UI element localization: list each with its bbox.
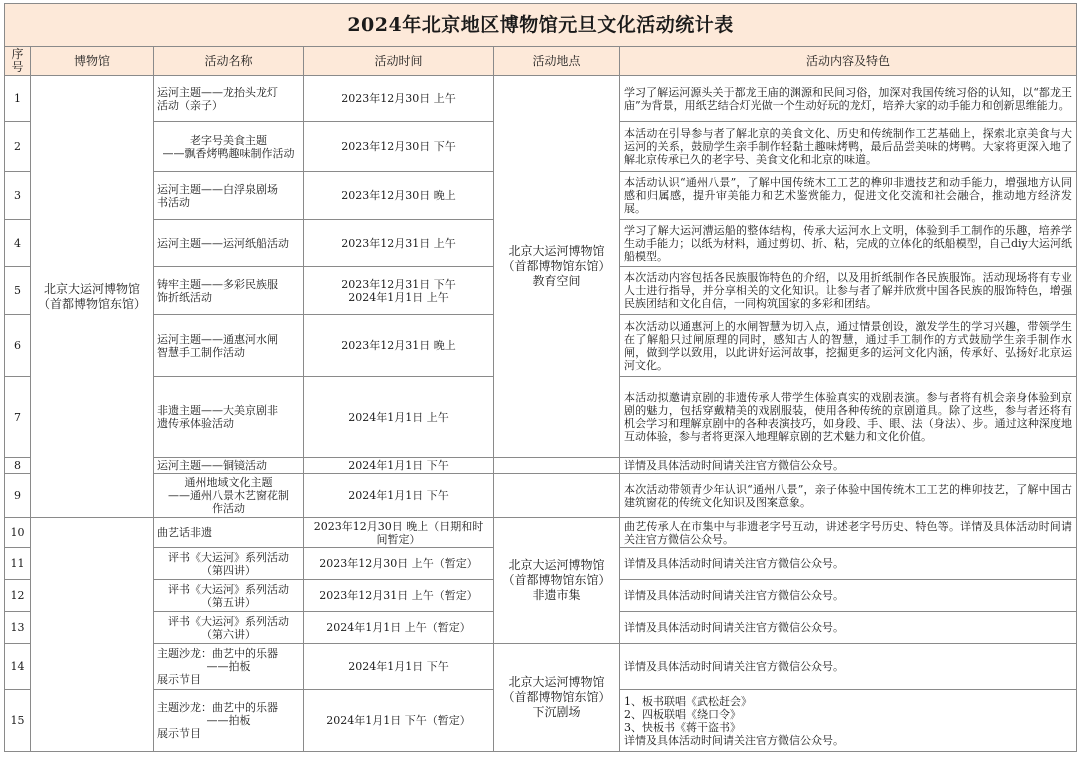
activity-content: 详情及具体活动时间请关注官方微信公众号。 xyxy=(620,458,1077,474)
activity-name: 评书《大运河》系列活动 （第四讲） xyxy=(154,548,304,580)
activity-time: 2023年12月31日 下午 2024年1月1日 上午 xyxy=(304,267,494,315)
activity-name: 运河主题——通惠河水闸 智慧手工制作活动 xyxy=(154,315,304,377)
activity-content: 本活动在引导参与者了解北京的美食文化、历史和传统制作工艺基础上，探索北京美食与大运河的关系，鼓励学生亲手制作轻黏土趣味烤鸭，最后品尝美味的烤鸭。大家将更深入地了解北京传承已久的老字号、美食文化和北京的味道。 xyxy=(620,122,1077,172)
venue-market: 北京大运河博物馆 （首都博物馆东馆） 非遗市集 xyxy=(494,518,620,644)
activity-name: 通州地域文化主题 ——通州八景木艺窗花制 作活动 xyxy=(154,474,304,518)
seq-cell: 9 xyxy=(5,474,31,518)
activity-name: 铸牢主题——多彩民族服 饰折纸活动 xyxy=(154,267,304,315)
seq-cell: 14 xyxy=(5,644,31,690)
activity-name: 老字号美食主题 ——飘香烤鸭趣味制作活动 xyxy=(154,122,304,172)
seq-cell: 13 xyxy=(5,612,31,644)
activity-content: 本次活动以通惠河上的水闸智慧为切入点，通过情景创设，激发学生的学习兴趣，带领学生在了解船只过闸原理的同时，感知古人的智慧，通过手工制作的方式鼓励学生亲手制作水闸，做到学以致用，以此讲好运河故事，挖掘更多的运河文化内涵，传承好、弘扬好北京运河文化。 xyxy=(620,315,1077,377)
activity-time: 2023年12月30日 下午 xyxy=(304,122,494,172)
seq-cell: 7 xyxy=(5,377,31,458)
seq-cell: 6 xyxy=(5,315,31,377)
activity-name: 运河主题——龙抬头龙灯 活动（亲子） xyxy=(154,76,304,122)
activity-time: 2024年1月1日 上午 xyxy=(304,377,494,458)
activity-name: 评书《大运河》系列活动 （第五讲） xyxy=(154,580,304,612)
activity-time: 2023年12月30日 晚上（日期和时 间暂定） xyxy=(304,518,494,548)
activity-time: 2023年12月31日 上午 xyxy=(304,220,494,267)
seq-cell: 2 xyxy=(5,122,31,172)
activity-content: 本活动拟邀请京剧的非遗传承人带学生体验真实的戏剧表演。参与者将有机会亲身体验到京剧的魅力，包括穿戴精美的戏剧服装，使用各种传统的京剧道具。除了这些，参与者还将有机会学习和理解京剧中的各种表演技巧，如身段、手、眼、法（身法）、步。通过这种深度地互动体验，参与者将更深入地理解京剧的艺术魅力和文化价值。 xyxy=(620,377,1077,458)
activity-content: 详情及具体活动时间请关注官方微信公众号。 xyxy=(620,612,1077,644)
activity-time: 2023年12月30日 上午 xyxy=(304,76,494,122)
activity-name: 主题沙龙：曲艺中的乐器 ——拍板 展示节目 xyxy=(154,690,304,752)
activity-content: 学习了解大运河漕运船的整体结构，传承大运河水上文明，体验到手工制作的乐趣，培养学生动手能力；以纸为材料，通过剪切、折、粘，完成的立体化的纸船模型，自己diy大运河纸船模型。 xyxy=(620,220,1077,267)
museum-cell-empty xyxy=(31,518,154,752)
museum-cell: 北京大运河博物馆 （首都博物馆东馆） xyxy=(31,76,154,518)
activity-name: 运河主题——运河纸船活动 xyxy=(154,220,304,267)
seq-cell: 3 xyxy=(5,172,31,220)
seq-cell: 12 xyxy=(5,580,31,612)
activity-table xyxy=(4,3,1077,752)
activity-time: 2024年1月1日 下午 xyxy=(304,458,494,474)
activity-content: 本次活动带领青少年认识“通州八景”，亲子体验中国传统木工工艺的榫卯技艺，了解中国古建筑窗花的传统文化知识及图案意象。 xyxy=(620,474,1077,518)
activity-time: 2023年12月30日 晚上 xyxy=(304,172,494,220)
activity-content: 本次活动内容包括各民族服饰特色的介绍，以及用折纸制作各民族服饰。活动现场将有专业人士进行指导，并分享相关的文化知识。让参与者了解并欣赏中国各民族的服饰特色，增强民族团结和文化自信，一同构筑国家的多彩和团结。 xyxy=(620,267,1077,315)
activity-time: 2024年1月1日 下午 xyxy=(304,474,494,518)
activity-name: 运河主题——白浮泉剧场 书活动 xyxy=(154,172,304,220)
table-row xyxy=(5,518,1077,548)
activity-time: 2023年12月31日 上午（暂定） xyxy=(304,580,494,612)
header-museum: 博物馆 xyxy=(31,47,154,76)
activity-content: 详情及具体活动时间请关注官方微信公众号。 xyxy=(620,644,1077,690)
activity-name: 主题沙龙：曲艺中的乐器 ——拍板 展示节目 xyxy=(154,644,304,690)
activity-name: 评书《大运河》系列活动 （第六讲） xyxy=(154,612,304,644)
table-row xyxy=(5,474,1077,518)
table-row xyxy=(5,644,1077,690)
seq-cell: 10 xyxy=(5,518,31,548)
header-place: 活动地点 xyxy=(494,47,620,76)
header-time: 活动时间 xyxy=(304,47,494,76)
venue-empty xyxy=(494,474,620,518)
header-content: 活动内容及特色 xyxy=(620,47,1077,76)
table-row xyxy=(5,458,1077,474)
page-title: 2024年北京地区博物馆元旦文化活动统计表 xyxy=(5,4,1077,47)
seq-cell: 15 xyxy=(5,690,31,752)
activity-time: 2023年12月31日 晚上 xyxy=(304,315,494,377)
activity-name: 运河主题——铜镜活动 xyxy=(154,458,304,474)
activity-time: 2024年1月1日 下午（暂定） xyxy=(304,690,494,752)
seq-cell: 11 xyxy=(5,548,31,580)
activity-content: 本活动认识“通州八景”，了解中国传统木工工艺的榫卯非遗技艺和动手能力，增强地方认同感和归属感，提升审美能力和艺术鉴赏能力，促进文化交流和社会融合，推动地方经济发展。 xyxy=(620,172,1077,220)
activity-name: 曲艺话非遗 xyxy=(154,518,304,548)
header-seq: 序号 xyxy=(5,47,31,76)
activity-name: 非遗主题——大美京剧非 遗传承体验活动 xyxy=(154,377,304,458)
seq-cell: 1 xyxy=(5,76,31,122)
venue-theater: 北京大运河博物馆 （首都博物馆东馆） 下沉剧场 xyxy=(494,644,620,752)
activity-content: 1、板书联唱《武松赶会》 2、四板联唱《绕口令》 3、快板书《蒋干盗书》 详情及具体活动时间请关注官方微信公众号。 xyxy=(620,690,1077,752)
activity-content: 详情及具体活动时间请关注官方微信公众号。 xyxy=(620,580,1077,612)
venue-education: 北京大运河博物馆 （首都博物馆东馆） 教育空间 xyxy=(494,76,620,458)
activity-content: 曲艺传承人在市集中与非遗老字号互动，讲述老字号历史、特色等。详情及具体活动时间请关注官方微信公众号。 xyxy=(620,518,1077,548)
activity-content: 详情及具体活动时间请关注官方微信公众号。 xyxy=(620,548,1077,580)
activity-time: 2023年12月30日 上午（暂定） xyxy=(304,548,494,580)
seq-cell: 8 xyxy=(5,458,31,474)
header-name: 活动名称 xyxy=(154,47,304,76)
activity-time: 2024年1月1日 上午（暂定） xyxy=(304,612,494,644)
activity-time: 2024年1月1日 下午 xyxy=(304,644,494,690)
table-row xyxy=(5,76,1077,122)
activity-content: 学习了解运河源头关于都龙王庙的渊源和民间习俗，加深对我国传统习俗的认知，以“都龙王庙”为背景，用纸艺结合灯光做一个生动好玩的龙灯，培养大家的动手能力和创新思维能力。 xyxy=(620,76,1077,122)
venue-empty xyxy=(494,458,620,474)
seq-cell: 4 xyxy=(5,220,31,267)
seq-cell: 5 xyxy=(5,267,31,315)
